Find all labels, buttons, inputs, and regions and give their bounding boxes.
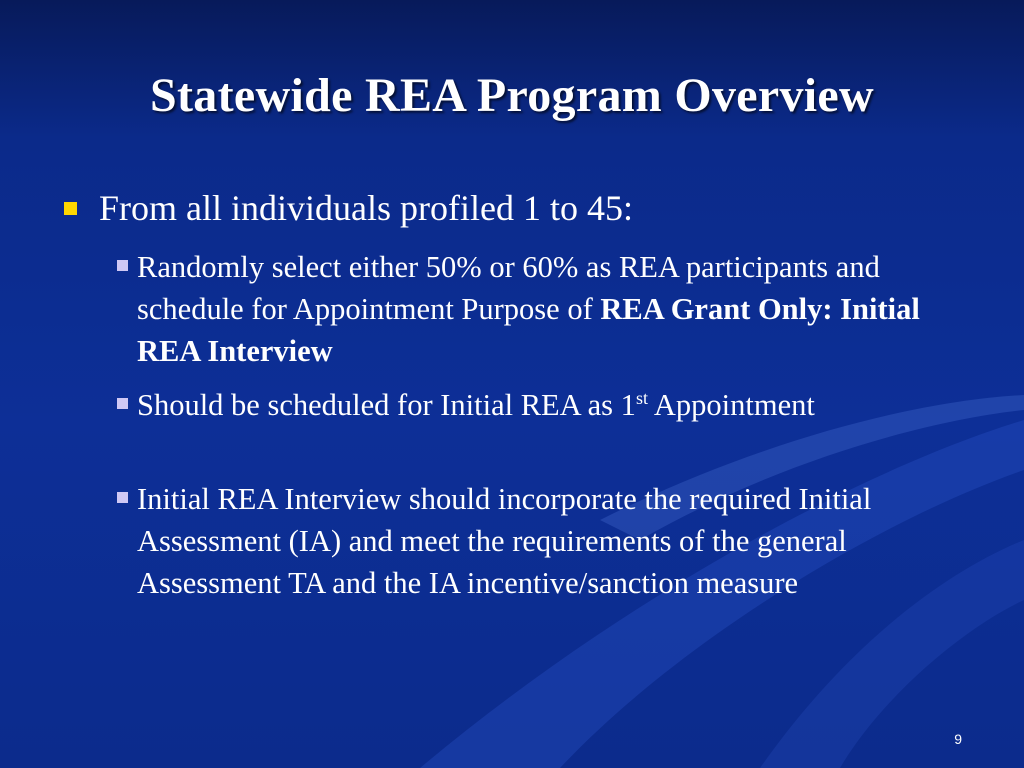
yellow-square-bullet-icon	[64, 202, 77, 215]
slide-number: 9	[954, 731, 962, 747]
bold-text: REA Grant Only: Initial REA Interview	[137, 292, 920, 368]
bullet-text: From all individuals profiled 1 to 45:	[99, 188, 633, 228]
lavender-square-bullet-icon	[117, 398, 128, 409]
sub-bullet-2	[117, 384, 957, 426]
bullet-level1	[64, 186, 964, 230]
sub-bullet-text: Randomly select either 50% or 60% as REA participants and schedule for Appointment Purpose of REA Grant Only: Initial REA Interview	[137, 250, 920, 368]
lavender-square-bullet-icon	[117, 492, 128, 503]
lavender-square-bullet-icon	[117, 260, 128, 271]
sub-bullet-1	[117, 246, 957, 372]
sub-bullet-text: Initial REA Interview should incorporate the required Initial Assessment (IA) and meet the requirements of the general Assessment TA and the IA incentive/sanction measure	[137, 482, 872, 600]
slide-title: Statewide REA Program Overview	[150, 69, 874, 122]
sub-bullet-text: Should be scheduled for Initial REA as 1st Appointment	[137, 387, 815, 422]
sub-bullet-3	[117, 478, 957, 604]
